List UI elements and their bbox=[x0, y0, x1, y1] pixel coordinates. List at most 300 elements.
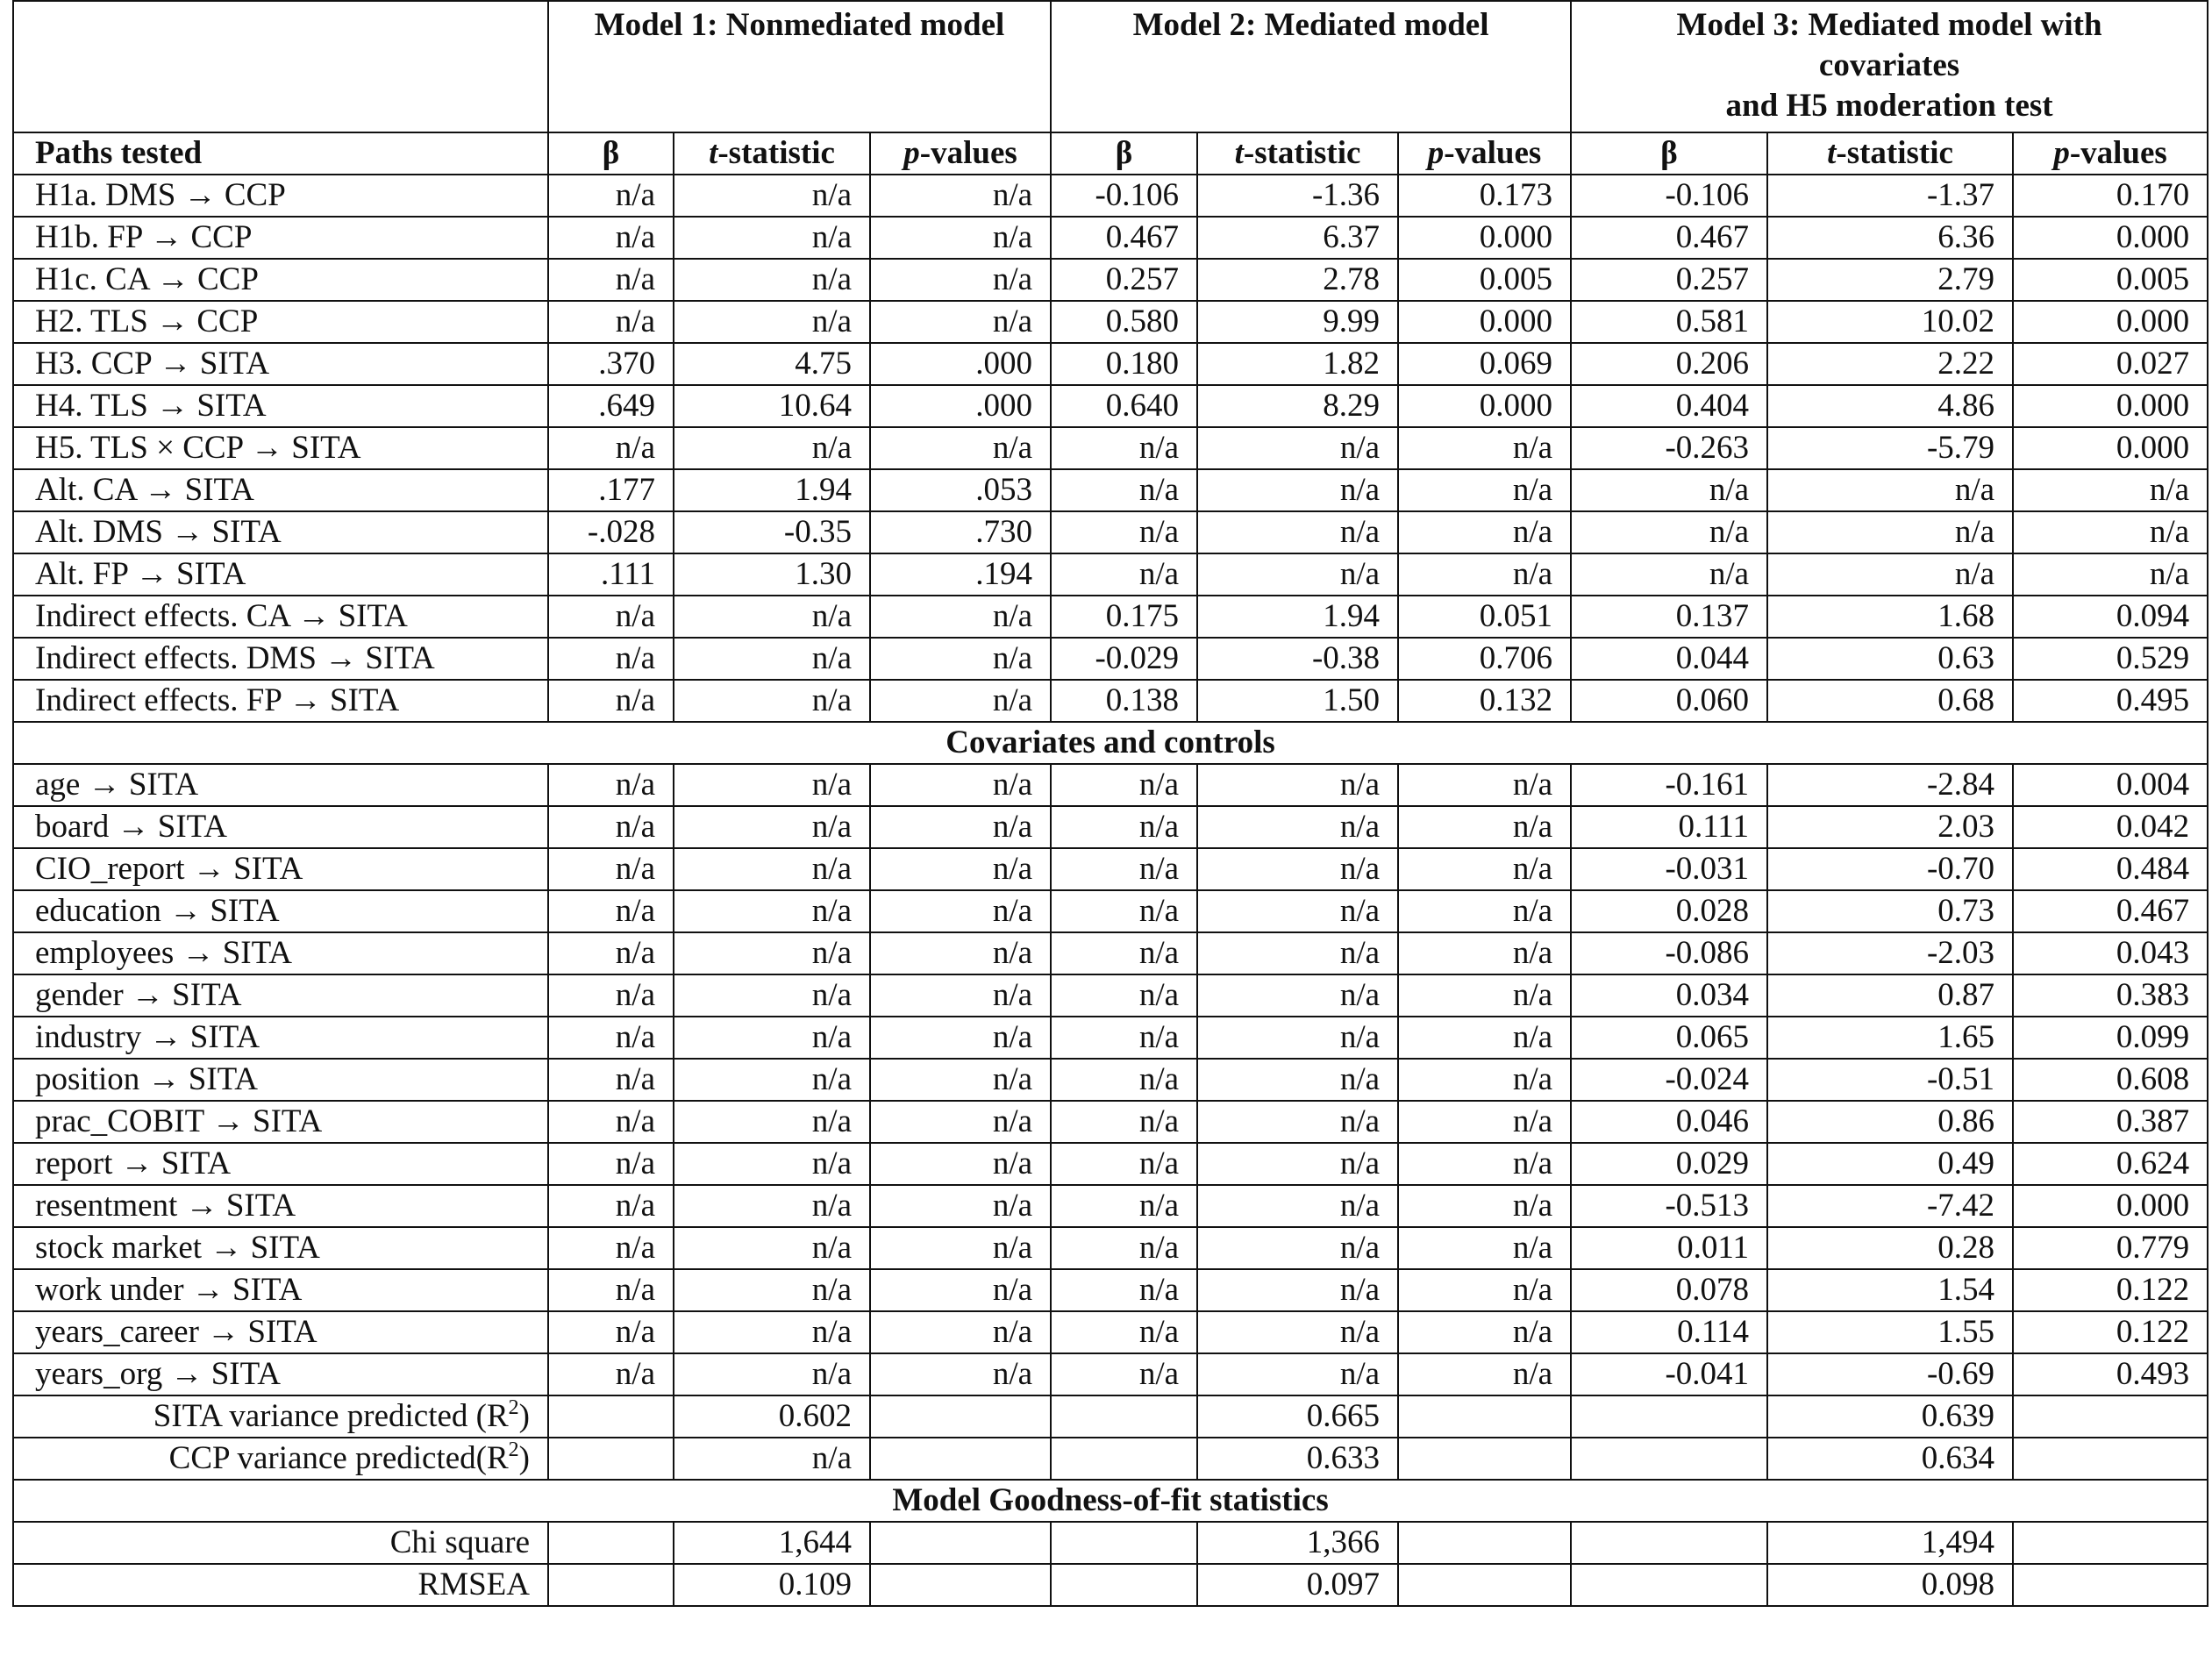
value-cell: n/a bbox=[870, 638, 1051, 680]
covariate-row bbox=[13, 1227, 2208, 1269]
value-cell: n/a bbox=[674, 932, 870, 974]
value-cell: 0.065 bbox=[1571, 1017, 1767, 1059]
value-cell: n/a bbox=[1398, 1101, 1571, 1143]
value-cell: 1.30 bbox=[674, 553, 870, 596]
value-cell: -1.36 bbox=[1197, 175, 1398, 217]
value-cell: -2.84 bbox=[1767, 764, 2013, 806]
value-cell: 0.051 bbox=[1398, 596, 1571, 638]
covariate-row bbox=[13, 1143, 2208, 1185]
value-cell: 0.180 bbox=[1051, 343, 1197, 385]
value-cell: 0.581 bbox=[1571, 301, 1767, 343]
value-cell: .111 bbox=[548, 553, 674, 596]
value-cell: 0.49 bbox=[1767, 1143, 2013, 1185]
variance-value: 0.633 bbox=[1197, 1438, 1398, 1480]
covariate-row bbox=[13, 1185, 2208, 1227]
value-cell: n/a bbox=[1051, 974, 1197, 1017]
value-cell: .370 bbox=[548, 343, 674, 385]
empty-cell bbox=[870, 1564, 1051, 1606]
value-cell: 0.495 bbox=[2013, 680, 2208, 722]
value-cell: 0.257 bbox=[1051, 259, 1197, 301]
fit-label: RMSEA bbox=[13, 1564, 548, 1606]
value-cell: 2.78 bbox=[1197, 259, 1398, 301]
empty-cell bbox=[1051, 1564, 1197, 1606]
value-cell: 0.005 bbox=[1398, 259, 1571, 301]
value-cell: -2.03 bbox=[1767, 932, 2013, 974]
beta-header: β bbox=[1571, 132, 1767, 175]
value-cell: n/a bbox=[1051, 511, 1197, 553]
t-header-suffix: -statistic bbox=[1836, 135, 1953, 171]
value-cell: .000 bbox=[870, 385, 1051, 427]
value-cell: n/a bbox=[548, 427, 674, 469]
value-cell: 0.383 bbox=[2013, 974, 2208, 1017]
path-row bbox=[13, 385, 2208, 427]
value-cell: n/a bbox=[1197, 1017, 1398, 1059]
path-label: resentment → SITA bbox=[13, 1185, 548, 1227]
t-header-italic: t bbox=[1234, 135, 1244, 171]
value-cell: n/a bbox=[1398, 1311, 1571, 1353]
p-values-header bbox=[2013, 132, 2208, 175]
path-label: years_career → SITA bbox=[13, 1311, 548, 1353]
value-cell: n/a bbox=[1051, 1017, 1197, 1059]
value-cell: n/a bbox=[870, 932, 1051, 974]
path-label: H4. TLS → SITA bbox=[13, 385, 548, 427]
p-header-suffix: -values bbox=[919, 135, 1017, 171]
path-label: employees → SITA bbox=[13, 932, 548, 974]
value-cell: 0.114 bbox=[1571, 1311, 1767, 1353]
path-row bbox=[13, 511, 2208, 553]
value-cell: 1.94 bbox=[674, 469, 870, 511]
value-cell: -0.106 bbox=[1571, 175, 1767, 217]
value-cell: n/a bbox=[870, 1185, 1051, 1227]
value-cell: 0.640 bbox=[1051, 385, 1197, 427]
value-cell: n/a bbox=[1051, 1353, 1197, 1395]
fit-row bbox=[13, 1522, 2208, 1564]
path-row bbox=[13, 343, 2208, 385]
path-row bbox=[13, 259, 2208, 301]
value-cell: n/a bbox=[548, 1143, 674, 1185]
value-cell: n/a bbox=[674, 596, 870, 638]
model-3-header-line-2: covariates bbox=[1818, 47, 1960, 83]
value-cell: n/a bbox=[1398, 806, 1571, 848]
empty-cell bbox=[1398, 1438, 1571, 1480]
value-cell: 0.28 bbox=[1767, 1227, 2013, 1269]
t-statistic-header bbox=[674, 132, 870, 175]
path-label: age → SITA bbox=[13, 764, 548, 806]
value-cell: 0.028 bbox=[1571, 890, 1767, 932]
value-cell: n/a bbox=[548, 1353, 674, 1395]
value-cell: .194 bbox=[870, 553, 1051, 596]
value-cell: 0.000 bbox=[1398, 301, 1571, 343]
value-cell: n/a bbox=[1197, 764, 1398, 806]
value-cell: 2.22 bbox=[1767, 343, 2013, 385]
variance-label-main: CCP variance predicted(R bbox=[168, 1440, 509, 1476]
value-cell: n/a bbox=[1197, 1059, 1398, 1101]
value-cell: n/a bbox=[674, 1353, 870, 1395]
value-cell: n/a bbox=[870, 1017, 1051, 1059]
value-cell: n/a bbox=[674, 217, 870, 259]
value-cell: n/a bbox=[1398, 511, 1571, 553]
value-cell: 0.73 bbox=[1767, 890, 2013, 932]
path-label: Indirect effects. CA → SITA bbox=[13, 596, 548, 638]
covariates-section-title: Covariates and controls bbox=[13, 722, 2208, 764]
value-cell: 0.580 bbox=[1051, 301, 1197, 343]
value-cell: n/a bbox=[548, 1227, 674, 1269]
path-row bbox=[13, 680, 2208, 722]
empty-cell bbox=[1398, 1522, 1571, 1564]
value-cell: 0.467 bbox=[1571, 217, 1767, 259]
value-cell: 0.000 bbox=[2013, 301, 2208, 343]
value-cell: 0.624 bbox=[2013, 1143, 2208, 1185]
value-cell: -0.263 bbox=[1571, 427, 1767, 469]
empty-cell bbox=[870, 1395, 1051, 1438]
value-cell: 1.82 bbox=[1197, 343, 1398, 385]
value-cell: -0.106 bbox=[1051, 175, 1197, 217]
empty-cell bbox=[870, 1522, 1051, 1564]
value-cell: 0.046 bbox=[1571, 1101, 1767, 1143]
empty-cell bbox=[548, 1395, 674, 1438]
value-cell: n/a bbox=[1197, 1143, 1398, 1185]
path-row bbox=[13, 596, 2208, 638]
value-cell: 10.02 bbox=[1767, 301, 2013, 343]
value-cell: -0.086 bbox=[1571, 932, 1767, 974]
value-cell: 0.043 bbox=[2013, 932, 2208, 974]
value-cell: 6.36 bbox=[1767, 217, 2013, 259]
value-cell: 0.484 bbox=[2013, 848, 2208, 890]
empty-cell bbox=[548, 1522, 674, 1564]
value-cell: n/a bbox=[548, 301, 674, 343]
value-cell: -0.70 bbox=[1767, 848, 2013, 890]
value-cell: -1.37 bbox=[1767, 175, 2013, 217]
value-cell: n/a bbox=[870, 1311, 1051, 1353]
value-cell: n/a bbox=[1197, 427, 1398, 469]
variance-label bbox=[13, 1438, 548, 1480]
value-cell: 1.54 bbox=[1767, 1269, 2013, 1311]
value-cell: n/a bbox=[870, 974, 1051, 1017]
path-label: stock market → SITA bbox=[13, 1227, 548, 1269]
t-header-suffix: -statistic bbox=[717, 135, 835, 171]
value-cell: n/a bbox=[1398, 427, 1571, 469]
value-cell: n/a bbox=[2013, 511, 2208, 553]
variance-value: n/a bbox=[674, 1438, 870, 1480]
value-cell: n/a bbox=[1197, 1269, 1398, 1311]
value-cell: n/a bbox=[674, 1059, 870, 1101]
value-cell: -0.513 bbox=[1571, 1185, 1767, 1227]
value-cell: 2.03 bbox=[1767, 806, 2013, 848]
fit-value: 0.109 bbox=[674, 1564, 870, 1606]
value-cell: n/a bbox=[1197, 932, 1398, 974]
model-3-header bbox=[1571, 1, 2208, 132]
t-header-italic: t bbox=[1827, 135, 1837, 171]
value-cell: -0.024 bbox=[1571, 1059, 1767, 1101]
variance-row bbox=[13, 1395, 2208, 1438]
value-cell: n/a bbox=[1197, 553, 1398, 596]
value-cell: 0.137 bbox=[1571, 596, 1767, 638]
value-cell: 0.029 bbox=[1571, 1143, 1767, 1185]
path-row bbox=[13, 175, 2208, 217]
value-cell: n/a bbox=[1051, 848, 1197, 890]
variance-value: 0.639 bbox=[1767, 1395, 2013, 1438]
value-cell: n/a bbox=[870, 890, 1051, 932]
value-cell: 6.37 bbox=[1197, 217, 1398, 259]
value-cell: n/a bbox=[1197, 806, 1398, 848]
value-cell: n/a bbox=[1398, 1017, 1571, 1059]
value-cell: n/a bbox=[548, 1017, 674, 1059]
value-cell: n/a bbox=[2013, 469, 2208, 511]
empty-cell bbox=[2013, 1522, 2208, 1564]
value-cell: n/a bbox=[1197, 1185, 1398, 1227]
beta-header: β bbox=[1051, 132, 1197, 175]
value-cell: n/a bbox=[548, 217, 674, 259]
value-cell: 0.122 bbox=[2013, 1311, 2208, 1353]
value-cell: n/a bbox=[1051, 553, 1197, 596]
value-cell: 0.63 bbox=[1767, 638, 2013, 680]
path-label: CIO_report → SITA bbox=[13, 848, 548, 890]
path-label: board → SITA bbox=[13, 806, 548, 848]
value-cell: n/a bbox=[1398, 1227, 1571, 1269]
value-cell: n/a bbox=[674, 301, 870, 343]
value-cell: .000 bbox=[870, 343, 1051, 385]
value-cell: 0.387 bbox=[2013, 1101, 2208, 1143]
value-cell: n/a bbox=[1398, 469, 1571, 511]
value-cell: 0.467 bbox=[2013, 890, 2208, 932]
path-label: years_org → SITA bbox=[13, 1353, 548, 1395]
model-3-header-line-3: and H5 moderation test bbox=[1725, 88, 2053, 124]
value-cell: n/a bbox=[1051, 469, 1197, 511]
empty-cell bbox=[548, 1438, 674, 1480]
value-cell: n/a bbox=[548, 890, 674, 932]
value-cell: n/a bbox=[870, 1353, 1051, 1395]
path-row bbox=[13, 638, 2208, 680]
empty-cell bbox=[870, 1438, 1051, 1480]
value-cell: 2.79 bbox=[1767, 259, 2013, 301]
path-label: prac_COBIT → SITA bbox=[13, 1101, 548, 1143]
value-cell: 1.68 bbox=[1767, 596, 2013, 638]
value-cell: 0.493 bbox=[2013, 1353, 2208, 1395]
value-cell: n/a bbox=[548, 932, 674, 974]
value-cell: n/a bbox=[870, 259, 1051, 301]
variance-row bbox=[13, 1438, 2208, 1480]
value-cell: 0.000 bbox=[2013, 217, 2208, 259]
value-cell: n/a bbox=[1398, 1185, 1571, 1227]
path-label: H1a. DMS → CCP bbox=[13, 175, 548, 217]
value-cell: 0.042 bbox=[2013, 806, 2208, 848]
empty-cell bbox=[1571, 1395, 1767, 1438]
value-cell: -5.79 bbox=[1767, 427, 2013, 469]
value-cell: n/a bbox=[1051, 1101, 1197, 1143]
path-row bbox=[13, 469, 2208, 511]
variance-value: 0.665 bbox=[1197, 1395, 1398, 1438]
value-cell: -0.38 bbox=[1197, 638, 1398, 680]
value-cell: n/a bbox=[870, 217, 1051, 259]
t-statistic-header bbox=[1767, 132, 2013, 175]
value-cell: n/a bbox=[674, 848, 870, 890]
value-cell: n/a bbox=[548, 1311, 674, 1353]
value-cell: n/a bbox=[1051, 806, 1197, 848]
value-cell: 0.000 bbox=[2013, 427, 2208, 469]
value-cell: 0.000 bbox=[1398, 385, 1571, 427]
value-cell: 1.50 bbox=[1197, 680, 1398, 722]
value-cell: n/a bbox=[674, 680, 870, 722]
covariate-row bbox=[13, 1311, 2208, 1353]
covariate-row bbox=[13, 1269, 2208, 1311]
value-cell: n/a bbox=[870, 806, 1051, 848]
value-cell: n/a bbox=[870, 301, 1051, 343]
value-cell: n/a bbox=[674, 1185, 870, 1227]
value-cell: .177 bbox=[548, 469, 674, 511]
value-cell: n/a bbox=[1398, 1269, 1571, 1311]
value-cell: 1.94 bbox=[1197, 596, 1398, 638]
value-cell: 0.044 bbox=[1571, 638, 1767, 680]
value-cell: n/a bbox=[1571, 511, 1767, 553]
value-cell: n/a bbox=[870, 1059, 1051, 1101]
value-cell: n/a bbox=[548, 974, 674, 1017]
value-cell: n/a bbox=[870, 1101, 1051, 1143]
value-cell: -0.029 bbox=[1051, 638, 1197, 680]
fit-value: 0.097 bbox=[1197, 1564, 1398, 1606]
value-cell: n/a bbox=[1051, 932, 1197, 974]
value-cell: 0.86 bbox=[1767, 1101, 2013, 1143]
fit-value: 0.098 bbox=[1767, 1564, 2013, 1606]
value-cell: 0.111 bbox=[1571, 806, 1767, 848]
variance-value: 0.602 bbox=[674, 1395, 870, 1438]
column-header-row bbox=[13, 132, 2208, 175]
value-cell: n/a bbox=[674, 259, 870, 301]
value-cell: -0.69 bbox=[1767, 1353, 2013, 1395]
value-cell: n/a bbox=[674, 974, 870, 1017]
p-header-suffix: -values bbox=[2069, 135, 2167, 171]
value-cell: 0.005 bbox=[2013, 259, 2208, 301]
covariate-row bbox=[13, 806, 2208, 848]
value-cell: 0.078 bbox=[1571, 1269, 1767, 1311]
value-cell: 0.87 bbox=[1767, 974, 2013, 1017]
value-cell: n/a bbox=[674, 764, 870, 806]
value-cell: 0.467 bbox=[1051, 217, 1197, 259]
p-header-italic: p bbox=[1427, 135, 1445, 171]
value-cell: n/a bbox=[674, 1101, 870, 1143]
value-cell: n/a bbox=[674, 1311, 870, 1353]
empty-cell bbox=[2013, 1395, 2208, 1438]
value-cell: n/a bbox=[1051, 1269, 1197, 1311]
value-cell: n/a bbox=[1051, 427, 1197, 469]
value-cell: 1.55 bbox=[1767, 1311, 2013, 1353]
variance-value: 0.634 bbox=[1767, 1438, 2013, 1480]
value-cell: n/a bbox=[2013, 553, 2208, 596]
value-cell: n/a bbox=[1051, 1227, 1197, 1269]
value-cell: 0.175 bbox=[1051, 596, 1197, 638]
value-cell: n/a bbox=[1398, 848, 1571, 890]
path-label: H5. TLS × CCP → SITA bbox=[13, 427, 548, 469]
variance-label-superscript: 2 bbox=[508, 1438, 519, 1461]
value-cell: -0.51 bbox=[1767, 1059, 2013, 1101]
value-cell: n/a bbox=[870, 427, 1051, 469]
value-cell: n/a bbox=[1051, 1143, 1197, 1185]
covariate-row bbox=[13, 890, 2208, 932]
path-label: H1b. FP → CCP bbox=[13, 217, 548, 259]
p-values-header bbox=[1398, 132, 1571, 175]
value-cell: 0.206 bbox=[1571, 343, 1767, 385]
value-cell: n/a bbox=[1197, 1311, 1398, 1353]
value-cell: n/a bbox=[674, 427, 870, 469]
value-cell: 0.404 bbox=[1571, 385, 1767, 427]
t-header-italic: t bbox=[709, 135, 718, 171]
value-cell: n/a bbox=[870, 1269, 1051, 1311]
value-cell: 0.000 bbox=[2013, 385, 2208, 427]
value-cell: n/a bbox=[1767, 553, 2013, 596]
value-cell: n/a bbox=[1398, 932, 1571, 974]
variance-label-superscript: 2 bbox=[508, 1396, 519, 1419]
value-cell: n/a bbox=[548, 596, 674, 638]
path-row bbox=[13, 427, 2208, 469]
value-cell: n/a bbox=[1398, 890, 1571, 932]
value-cell: 0.138 bbox=[1051, 680, 1197, 722]
value-cell: n/a bbox=[548, 806, 674, 848]
value-cell: 0.011 bbox=[1571, 1227, 1767, 1269]
path-label: report → SITA bbox=[13, 1143, 548, 1185]
value-cell: -0.031 bbox=[1571, 848, 1767, 890]
fit-section-row bbox=[13, 1480, 2208, 1522]
t-header-suffix: -statistic bbox=[1243, 135, 1361, 171]
value-cell: n/a bbox=[1398, 764, 1571, 806]
variance-label-main: SITA variance predicted (R bbox=[153, 1398, 509, 1434]
value-cell: n/a bbox=[674, 1017, 870, 1059]
empty-cell bbox=[1051, 1395, 1197, 1438]
path-label: position → SITA bbox=[13, 1059, 548, 1101]
value-cell: n/a bbox=[674, 638, 870, 680]
model-1-header: Model 1: Nonmediated model bbox=[548, 1, 1051, 132]
empty-cell bbox=[1571, 1564, 1767, 1606]
value-cell: 0.68 bbox=[1767, 680, 2013, 722]
value-cell: n/a bbox=[870, 764, 1051, 806]
empty-cell bbox=[1571, 1438, 1767, 1480]
value-cell: n/a bbox=[674, 1227, 870, 1269]
value-cell: n/a bbox=[1197, 974, 1398, 1017]
value-cell: 0.004 bbox=[2013, 764, 2208, 806]
t-statistic-header bbox=[1197, 132, 1398, 175]
value-cell: n/a bbox=[870, 596, 1051, 638]
value-cell: n/a bbox=[1051, 1185, 1197, 1227]
value-cell: n/a bbox=[1197, 890, 1398, 932]
covariate-row bbox=[13, 848, 2208, 890]
value-cell: 8.29 bbox=[1197, 385, 1398, 427]
covariate-row bbox=[13, 1017, 2208, 1059]
value-cell: .053 bbox=[870, 469, 1051, 511]
fit-section-title: Model Goodness-of-fit statistics bbox=[13, 1480, 2208, 1522]
value-cell: 0.034 bbox=[1571, 974, 1767, 1017]
path-label: H3. CCP → SITA bbox=[13, 343, 548, 385]
empty-cell bbox=[2013, 1438, 2208, 1480]
value-cell: 4.75 bbox=[674, 343, 870, 385]
value-cell: n/a bbox=[1197, 469, 1398, 511]
value-cell: 0.000 bbox=[1398, 217, 1571, 259]
variance-label bbox=[13, 1395, 548, 1438]
model-2-header: Model 2: Mediated model bbox=[1051, 1, 1571, 132]
path-label: Alt. CA → SITA bbox=[13, 469, 548, 511]
value-cell: n/a bbox=[1051, 890, 1197, 932]
covariate-row bbox=[13, 1059, 2208, 1101]
value-cell: 4.86 bbox=[1767, 385, 2013, 427]
path-row bbox=[13, 301, 2208, 343]
value-cell: 0.099 bbox=[2013, 1017, 2208, 1059]
value-cell: n/a bbox=[1767, 469, 2013, 511]
variance-label-end: ) bbox=[518, 1398, 530, 1434]
table-body bbox=[13, 175, 2208, 1606]
value-cell: 0.027 bbox=[2013, 343, 2208, 385]
value-cell: 1.65 bbox=[1767, 1017, 2013, 1059]
path-label: Alt. DMS → SITA bbox=[13, 511, 548, 553]
model-3-header-line-1: Model 3: Mediated model with bbox=[1676, 7, 2102, 43]
p-header-suffix: -values bbox=[1444, 135, 1542, 171]
fit-value: 1,366 bbox=[1197, 1522, 1398, 1564]
